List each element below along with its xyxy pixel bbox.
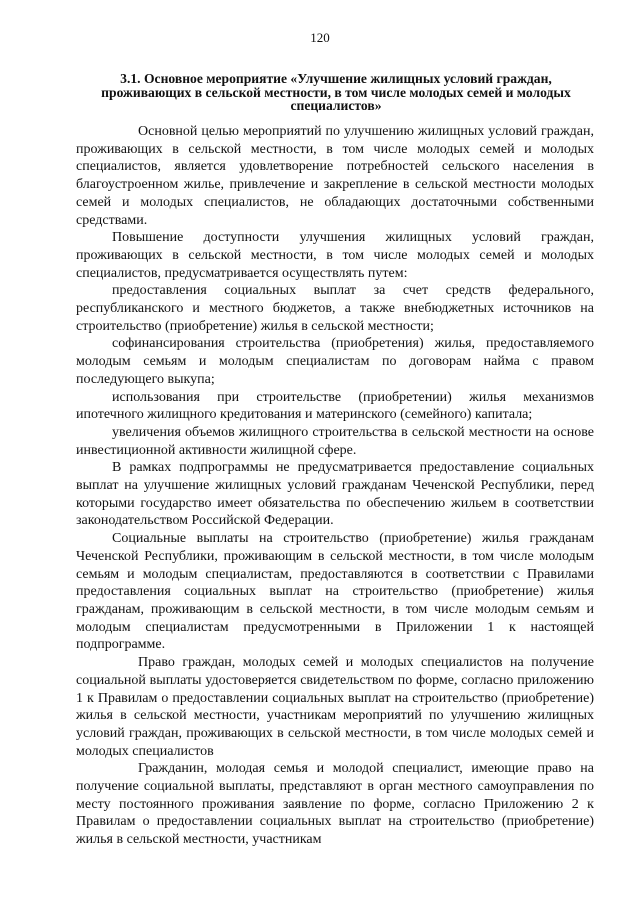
paragraph: софинансирования строительства (приобретения) жилья, предоставляемого молодым семьям и молодым специалистам по договорам найма с правом последующего выкупа; bbox=[76, 336, 594, 387]
section-title: 3.1. Основное мероприятие «Улучшение жилищных условий граждан, проживающих в сельской местности, в том числе молодых семей и молодых специалистов» bbox=[101, 71, 571, 113]
paragraph: Повышение доступности улучшения жилищных условий граждан, проживающих в сельской местности, в том числе молодых семей и молодых специалистов, предусматривается осуществлять путем: bbox=[76, 230, 594, 281]
paragraph: В рамках подпрограммы не предусматривается предоставление социальных выплат на улучшение жилищных условий гражданам Чеченской Республики, перед которыми государство имеет обязательства по обеспечению жильем в соответствии законодательством Российской Федерации. bbox=[76, 460, 594, 529]
paragraph: предоставления социальных выплат за счет средств федерального, республиканского и местного бюджетов, а также внебюджетных источников на строительство (приобретение) жилья в сельской местности; bbox=[76, 283, 594, 334]
paragraph: Социальные выплаты на строительство (приобретение) жилья гражданам Чеченской Республики, проживающим в сельской местности, в том числе молодым семьям и молодым специалистам, предоставляются в соответствии с Правилами предоставления социальных выплат на строительство (приобретение) жилья гражданам, проживающим в сельской местности, в том числе молодым семьям и молодым специалистам предусмотренными в Приложении 1 к настоящей подпрограмме. bbox=[76, 531, 594, 653]
page-number: 120 bbox=[310, 30, 330, 45]
paragraph: Основной целью мероприятий по улучшению жилищных условий граждан, проживающих в сельской местности, в том числе молодых семей и молодых специалистов, является удовлетворение потребностей сельского населения в благоустроенном жилье, привлечение и закрепление в сельской местности молодых семей и молодых специалистов, не обладающих достаточными собственными средствами. bbox=[76, 124, 594, 228]
paragraph: Право граждан, молодых семей и молодых специалистов на получение социальной выплаты удостоверяется свидетельством по форме, согласно приложению 1 к Правилам о предоставлении социальных выплат на строительство (приобретение) жилья в сельской местности, участникам мероприятий по улучшению жилищных условий граждан, проживающих в сельской местности, в том числе молодых семей и молодых специалистов bbox=[76, 655, 594, 759]
paragraph: Гражданин, молодая семья и молодой специалист, имеющие право на получение социальной выплаты, представляют в орган местного самоуправления по месту постоянного проживания заявление по форме, согласно Приложению 2 к Правилам о предоставлении социальных выплат на строительство (приобретение) жилья в сельской местности, участникам bbox=[76, 761, 594, 848]
paragraph: увеличения объемов жилищного строительства в сельской местности на основе инвестиционной активности жилищной сфере. bbox=[76, 424, 594, 458]
paragraph: использования при строительстве (приобретении) жилья механизмов ипотечного жилищного кредитования и материнского (семейного) капитала; bbox=[76, 389, 594, 423]
body-text bbox=[76, 123, 594, 849]
